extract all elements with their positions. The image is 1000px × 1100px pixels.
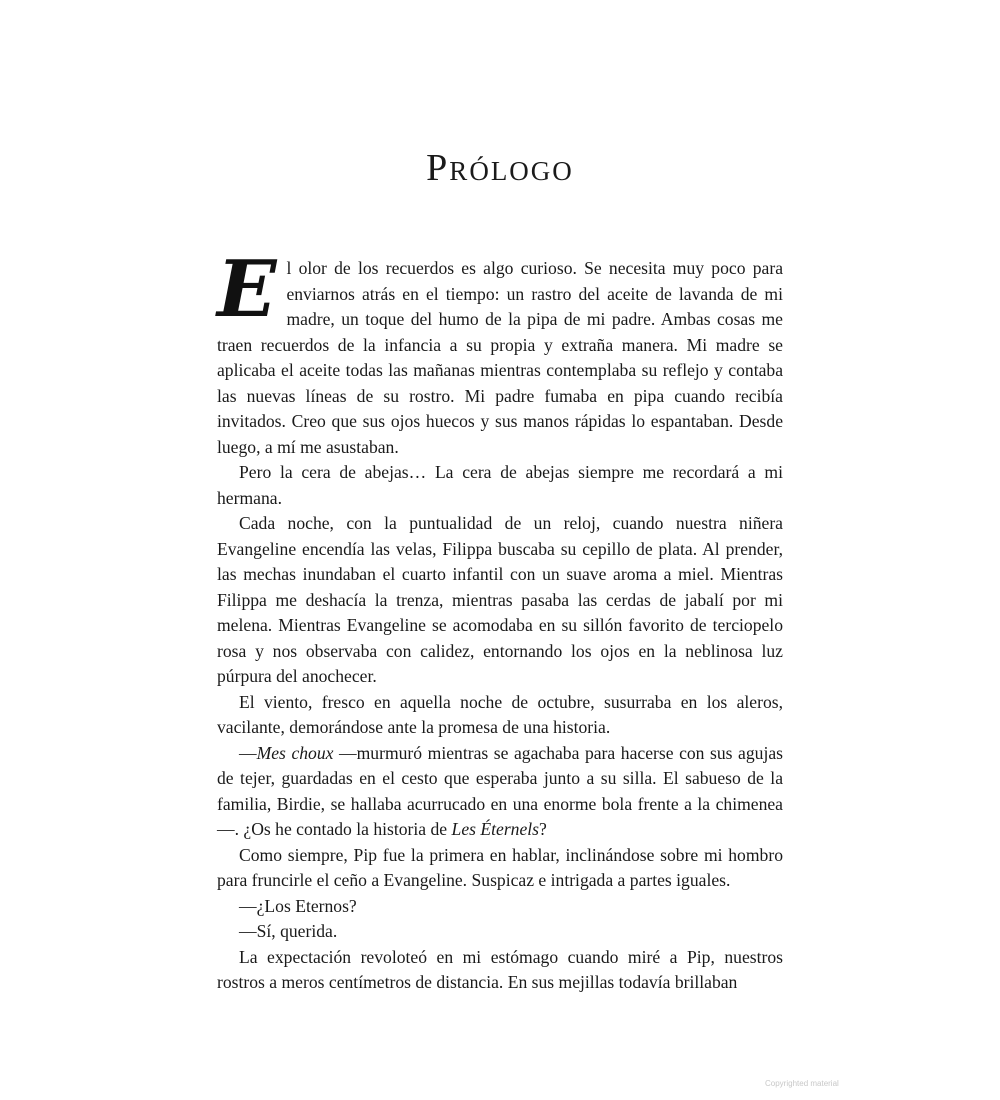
paragraph-9: La expectación revoloteó en mi estómago cuando miré a Pip, nuestros rostros a meros centímetros de distancia. En sus mejillas todavía brillaban <box>217 946 783 992</box>
paragraph-3: Cada noche, con la puntualidad de un reloj, cuando nuestra niñera Evangeline encendía las velas, Filippa buscaba su cepillo de plata. Al prender, las mechas inundaban el cuarto infantil con un suave aroma a miel. Mientras Filippa me deshacía la trenza, mientras pasaba las cerdas de jabalí por mi melena. Mientras Evangeline se acomodaba en su sillón favorito de terciopelo rosa y nos observaba con calidez, entornando los ojos en la neblinosa luz púrpura del anochecer. <box>217 513 783 686</box>
prologue-body <box>217 244 784 996</box>
paragraph-2: Pero la cera de abejas… La cera de abejas siempre me recordará a mi hermana. <box>217 462 783 508</box>
italic-les-eternels: Les Éternels <box>451 819 540 839</box>
paragraph-1 <box>217 244 783 460</box>
italic-mes-choux: Mes choux <box>256 742 334 763</box>
paragraph-4: El viento, fresco en aquella noche de octubre, susurraba en los aleros, vacilante, demorándose ante la promesa de una historia. <box>217 691 783 737</box>
drop-cap: E <box>217 244 277 335</box>
paragraph-5 <box>217 741 783 843</box>
paragraph-5-text: —murmuró mientras se agachaba para hacerse con sus agujas de tejer, guardadas en el cesto que esperaba junto a su silla. El sabueso de la familia, Birdie, se hallaba acurrucado en una enorme bola frente a la chimenea—. ¿Os he contado la historia de <box>217 742 784 839</box>
copyright-watermark: Copyrighted material <box>765 1079 839 1088</box>
paragraph-5-end: ? <box>539 819 547 839</box>
paragraph-7: —¿Los Eternos? <box>239 895 357 916</box>
paragraph-6: Como siempre, Pip fue la primera en hablar, inclinándose sobre mi hombro para fruncirle el ceño a Evangeline. Suspicaz e intrigada a partes iguales. <box>217 844 783 890</box>
dialogue-dash: — <box>239 742 257 763</box>
page-title: Prólogo <box>426 147 574 189</box>
paragraph-1-text: l olor de los recuerdos es algo curioso. Se necesita muy poco para enviarnos atrás en el tiempo: un rastro del aceite de lavanda de mi madre, un toque del humo de la pipa de mi padre. Ambas cosas me traen recuerdos de la infancia a su propia y extraña manera. Mi madre se aplicaba el aceite todas las mañanas mientras contemplaba su reflejo y contaba las nuevas líneas de su rostro. Mi padre fumaba en pipa cuando recibía invitados. Creo que sus ojos huecos y sus manos rápidas lo espantaban. Desde luego, a mí me asustaban. <box>217 258 783 457</box>
paragraph-8: —Sí, querida. <box>239 921 338 941</box>
